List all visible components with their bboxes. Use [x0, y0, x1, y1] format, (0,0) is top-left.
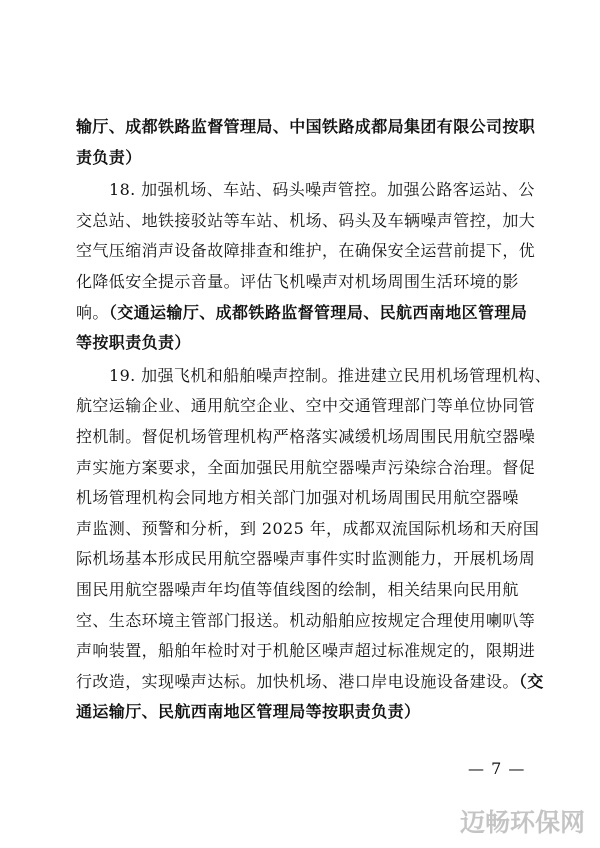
text-line-mixed: [76, 298, 527, 329]
text-line: 控机制。督促机场管理机构严格落实减缓机场周围民用航空器噪: [76, 426, 536, 446]
text-line: 责负责）: [76, 147, 142, 167]
responsibility-note-line: 通运输厅、民航西南地区管理局等按职责负责）: [76, 702, 421, 722]
paragraph-18-heading-line: 18. 加强机场、车站、码头噪声管控。加强公路客运站、公: [109, 180, 535, 200]
text-line-mixed: [76, 667, 544, 698]
responsibility-note: （交通运输厅、成都铁路监督管理局、民航西南地区管理局: [108, 302, 528, 322]
text-line: 空、生态环境主管部门报送。机动船舶应按规定合理使用喇叭等: [76, 610, 536, 630]
text-fragment: 响。: [76, 302, 109, 322]
responsibility-note-line: 等按职责负责）: [76, 333, 191, 353]
text-line: 声响装置，船舶年检时对于机舱区噪声超过标准规定的，限期进: [76, 641, 536, 661]
text-line: 围民用航空器噪声年均值等值线图的绘制，相关结果向民用航: [76, 579, 519, 599]
text-line: 交总站、地铁接驳站等车站、机场、码头及车辆噪声管控，加大: [76, 210, 536, 230]
responsibility-note: （交: [518, 671, 544, 691]
text-line: 输厅、成都铁路监督管理局、中国铁路成都局集团有限公司按职: [76, 117, 536, 136]
text-line: 空气压缩消声设备故障排查和维护，在确保安全运营前提下，优: [76, 241, 536, 261]
paragraph-19-heading-line: 19. 加强飞机和船舶噪声控制。推进建立民用机场管理机构、: [109, 365, 552, 385]
page-number: — 7 —: [468, 759, 526, 778]
watermark: 迈畅环保网: [460, 808, 586, 837]
text-fragment: 行改造，实现噪声达标。加快机场、港口岸电设施设备建设。: [76, 671, 519, 691]
text-line: 际机场基本形成民用航空器噪声事件实时监测能力，开展机场周: [76, 549, 536, 569]
text-line: 声监测、预警和分析，到 2025 年，成都双流国际机场和天府国: [76, 518, 540, 538]
text-line: 航空运输企业、通用航空企业、空中交通管理部门等单位协同管: [76, 396, 536, 416]
document-body: [76, 112, 552, 728]
text-line: 机场管理机构会同地方相关部门加强对机场周围民用航空器噪: [76, 488, 519, 508]
text-line: 化降低安全提示音量。评估飞机噪声对机场周围生活环境的影: [76, 271, 519, 291]
text-line: 声实施方案要求，全面加强民用航空器噪声污染综合治理。督促: [76, 457, 536, 477]
